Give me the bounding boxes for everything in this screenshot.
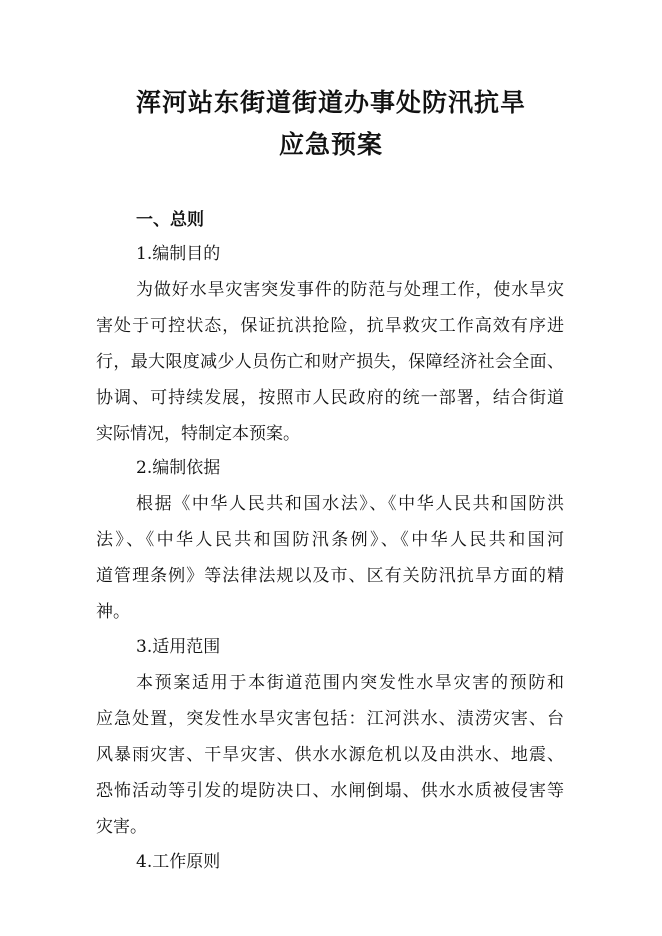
paragraph-line: 本预案适用于本街道范围内突发性水旱灾害的预防和 [136,673,564,693]
subsection-heading-purpose: 1.编制目的 [136,244,221,264]
paragraph-line: 道管理条例》等法律法规以及市、区有关防汛抗旱方面的精 [96,566,564,586]
paragraph-line: 为做好水旱灾害突发事件的防范与处理工作，使水旱灾 [136,280,564,300]
paragraph-line: 实际情况，特制定本预案。 [96,424,300,444]
paragraph-line: 根据《中华人民共和国水法》、《中华人民共和国防洪 [136,494,564,514]
subsection-heading-basis: 2.编制依据 [136,458,221,478]
paragraph-line: 法》、《中华人民共和国防汛条例》、《中华人民共和国河 [96,530,564,550]
paragraph-line: 灾害。 [96,817,147,837]
paragraph-line: 应急处置，突发性水旱灾害包括：江河洪水、渍涝灾害、台 [96,709,564,729]
subsection-heading-principles: 4.工作原则 [136,852,221,872]
subsection-heading-scope: 3.适用范围 [136,637,221,657]
document-title-line-1: 浑河站东街道街道办事处防汛抗旱 [135,88,526,117]
paragraph-line: 风暴雨灾害、干旱灾害、供水水源危机以及由洪水、地震、 [96,745,564,765]
document-title-line-2: 应急预案 [278,130,383,159]
section-heading-general: 一、总则 [136,210,204,230]
paragraph-line: 害处于可控状态，保证抗洪抢险，抗旱救灾工作高效有序进 [96,316,564,336]
paragraph-line: 恐怖活动等引发的堤防决口、水闸倒塌、供水水质被侵害等 [96,781,564,801]
paragraph-line: 协调、可持续发展，按照市人民政府的统一部署，结合街道 [96,388,564,408]
paragraph-line: 行，最大限度减少人员伤亡和财产损失，保障经济社会全面、 [96,352,564,372]
paragraph-line: 神。 [96,602,130,622]
